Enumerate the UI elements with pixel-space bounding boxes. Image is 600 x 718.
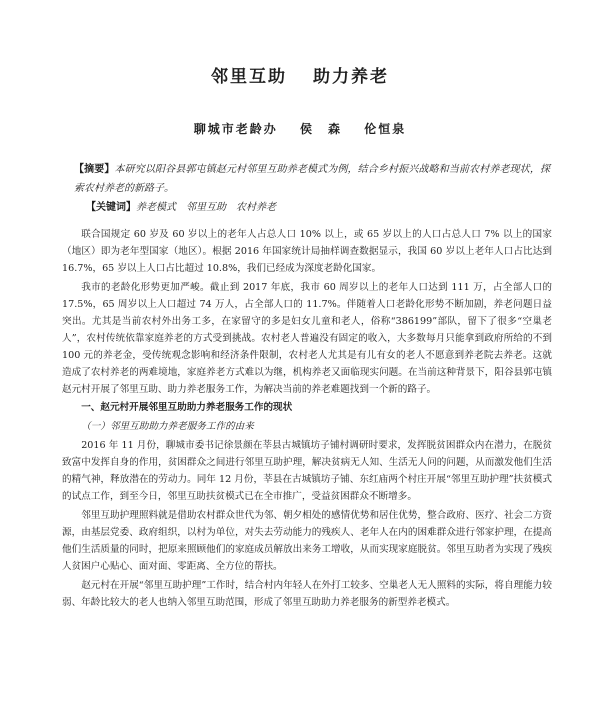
author-line [0, 120, 600, 137]
body-paragraph-4: 邻里互助护理照料就是借助农村群众世代为邻、朝夕相处的感情优势和居住优势，整合政府、医疗、社会二方资源，由基层党委、政府组织，以村为单位，对失去劳动能力的残疾人、老年人在内的困难群众进行邻家护理，在提高他们生活质量的同时，把原来照顾他们的家庭成员解放出来务工增收，从而实现家庭脱贫。邻里互助者为实现了残疾人贫困户心贴心、面对面、零距离、全方位的帮扶。 [62, 510, 552, 572]
abstract-text: 本研究以阳谷县郭屯镇赵元村邻里互助养老模式为例，结合乡村振兴战略和当前农村养老现状，探索农村养老的新路子。 [74, 164, 551, 194]
body-paragraph-2: 我市的老龄化形势更加严峻。截止到 2017 年底，我市 60 周岁以上的老年人口达到 111 万，占全部人口的 17.5%，65 周岁以上人口超过 74 万人，占全部人口的 11.7%。伴随着人口老龄化形势不断加剧，养老问题日益突出。尤其是当前农村外出务工多，在家留守的多是妇女儿童和老人，俗称“386199”部队，留下了很多“空巢老人”，农村传统依靠家庭养老的方式受到挑战。农村老人普遍没有固定的收入，大多数每月只能拿到政府所给的不到 100 元的养老金，受传统观念影响和经济条件限制，农村老人尤其是有儿有女的老人不愿意到养老院去养老。这就造成了农村养老的两难境地，家庭养老方式难以为继，机构养老又面临现实问题。在当前这种背景下，阳谷县郭屯镇赵元村开展了邻里互助、助力养老服务工作，为解决当前的养老难题找到一个新的路子。 [62, 282, 552, 395]
body-paragraph-1: 联合国规定 60 岁及 60 岁以上的老年人占总人口 10% 以上，或 65 岁以上的人口占总人口 7% 以上的国家（地区）即为老年型国家（地区）。根据 2016 年国家统计局抽样调查数据显示，我国 60 岁以上老年人口占比达到 16.7%，65 岁以上人口占比超过 10.8%，我们已经成为深度老龄化国家。 [62, 229, 552, 274]
article-title [0, 62, 600, 87]
article-title-part1: 邻里互助 [211, 67, 287, 87]
body-paragraph-3: 2016 年 11 月份，聊城市委书记徐景颜在莘县古城镇坊子铺村调研时要求，发挥脱贫困群众内在潜力，在脱贫致富中发挥自身的作用，贫困群众之间进行邻里互助护理，解决贫病无人知、生活无人问的问题，从而激发他们生活的精气神，释放潜在的劳动力。同年 12 月份，莘县在古城镇坊子铺、东红庙两个村庄开展“邻里互助护理”扶贫模式的试点工作，到至今日，邻里互助扶贫模式已在全市推广，受益贫困群众不断增多。 [62, 440, 552, 502]
author-name-2: 伦恒泉 [364, 122, 407, 136]
subsection-heading-1: （一）邻里互助助力养老服务工作的由来 [81, 421, 254, 432]
abstract-label: 【摘要】 [74, 164, 115, 175]
section-heading-1: 一、赵元村开展邻里互助助力养老服务工作的现状 [81, 402, 293, 413]
keywords-label: 【关键词】 [86, 202, 136, 213]
abstract [74, 160, 550, 198]
article-body [62, 226, 552, 611]
keywords [86, 198, 276, 213]
body-paragraph-5: 赵元村在开展“邻里互助护理”工作时，结合村内年轻人在外打工较多、空巢老人无人照料的实际，将自理能力较弱、年龄比较大的老人也纳入邻里互助范围，形成了邻里互助助力养老服务的新型养老模式。 [62, 580, 552, 608]
author-organization: 聊城市老龄办 [193, 122, 278, 136]
author-name-1: 侯 森 [299, 122, 342, 136]
keywords-text: 养老模式 邻里互助 农村养老 [136, 202, 276, 213]
article-title-part2: 助力养老 [313, 67, 389, 87]
